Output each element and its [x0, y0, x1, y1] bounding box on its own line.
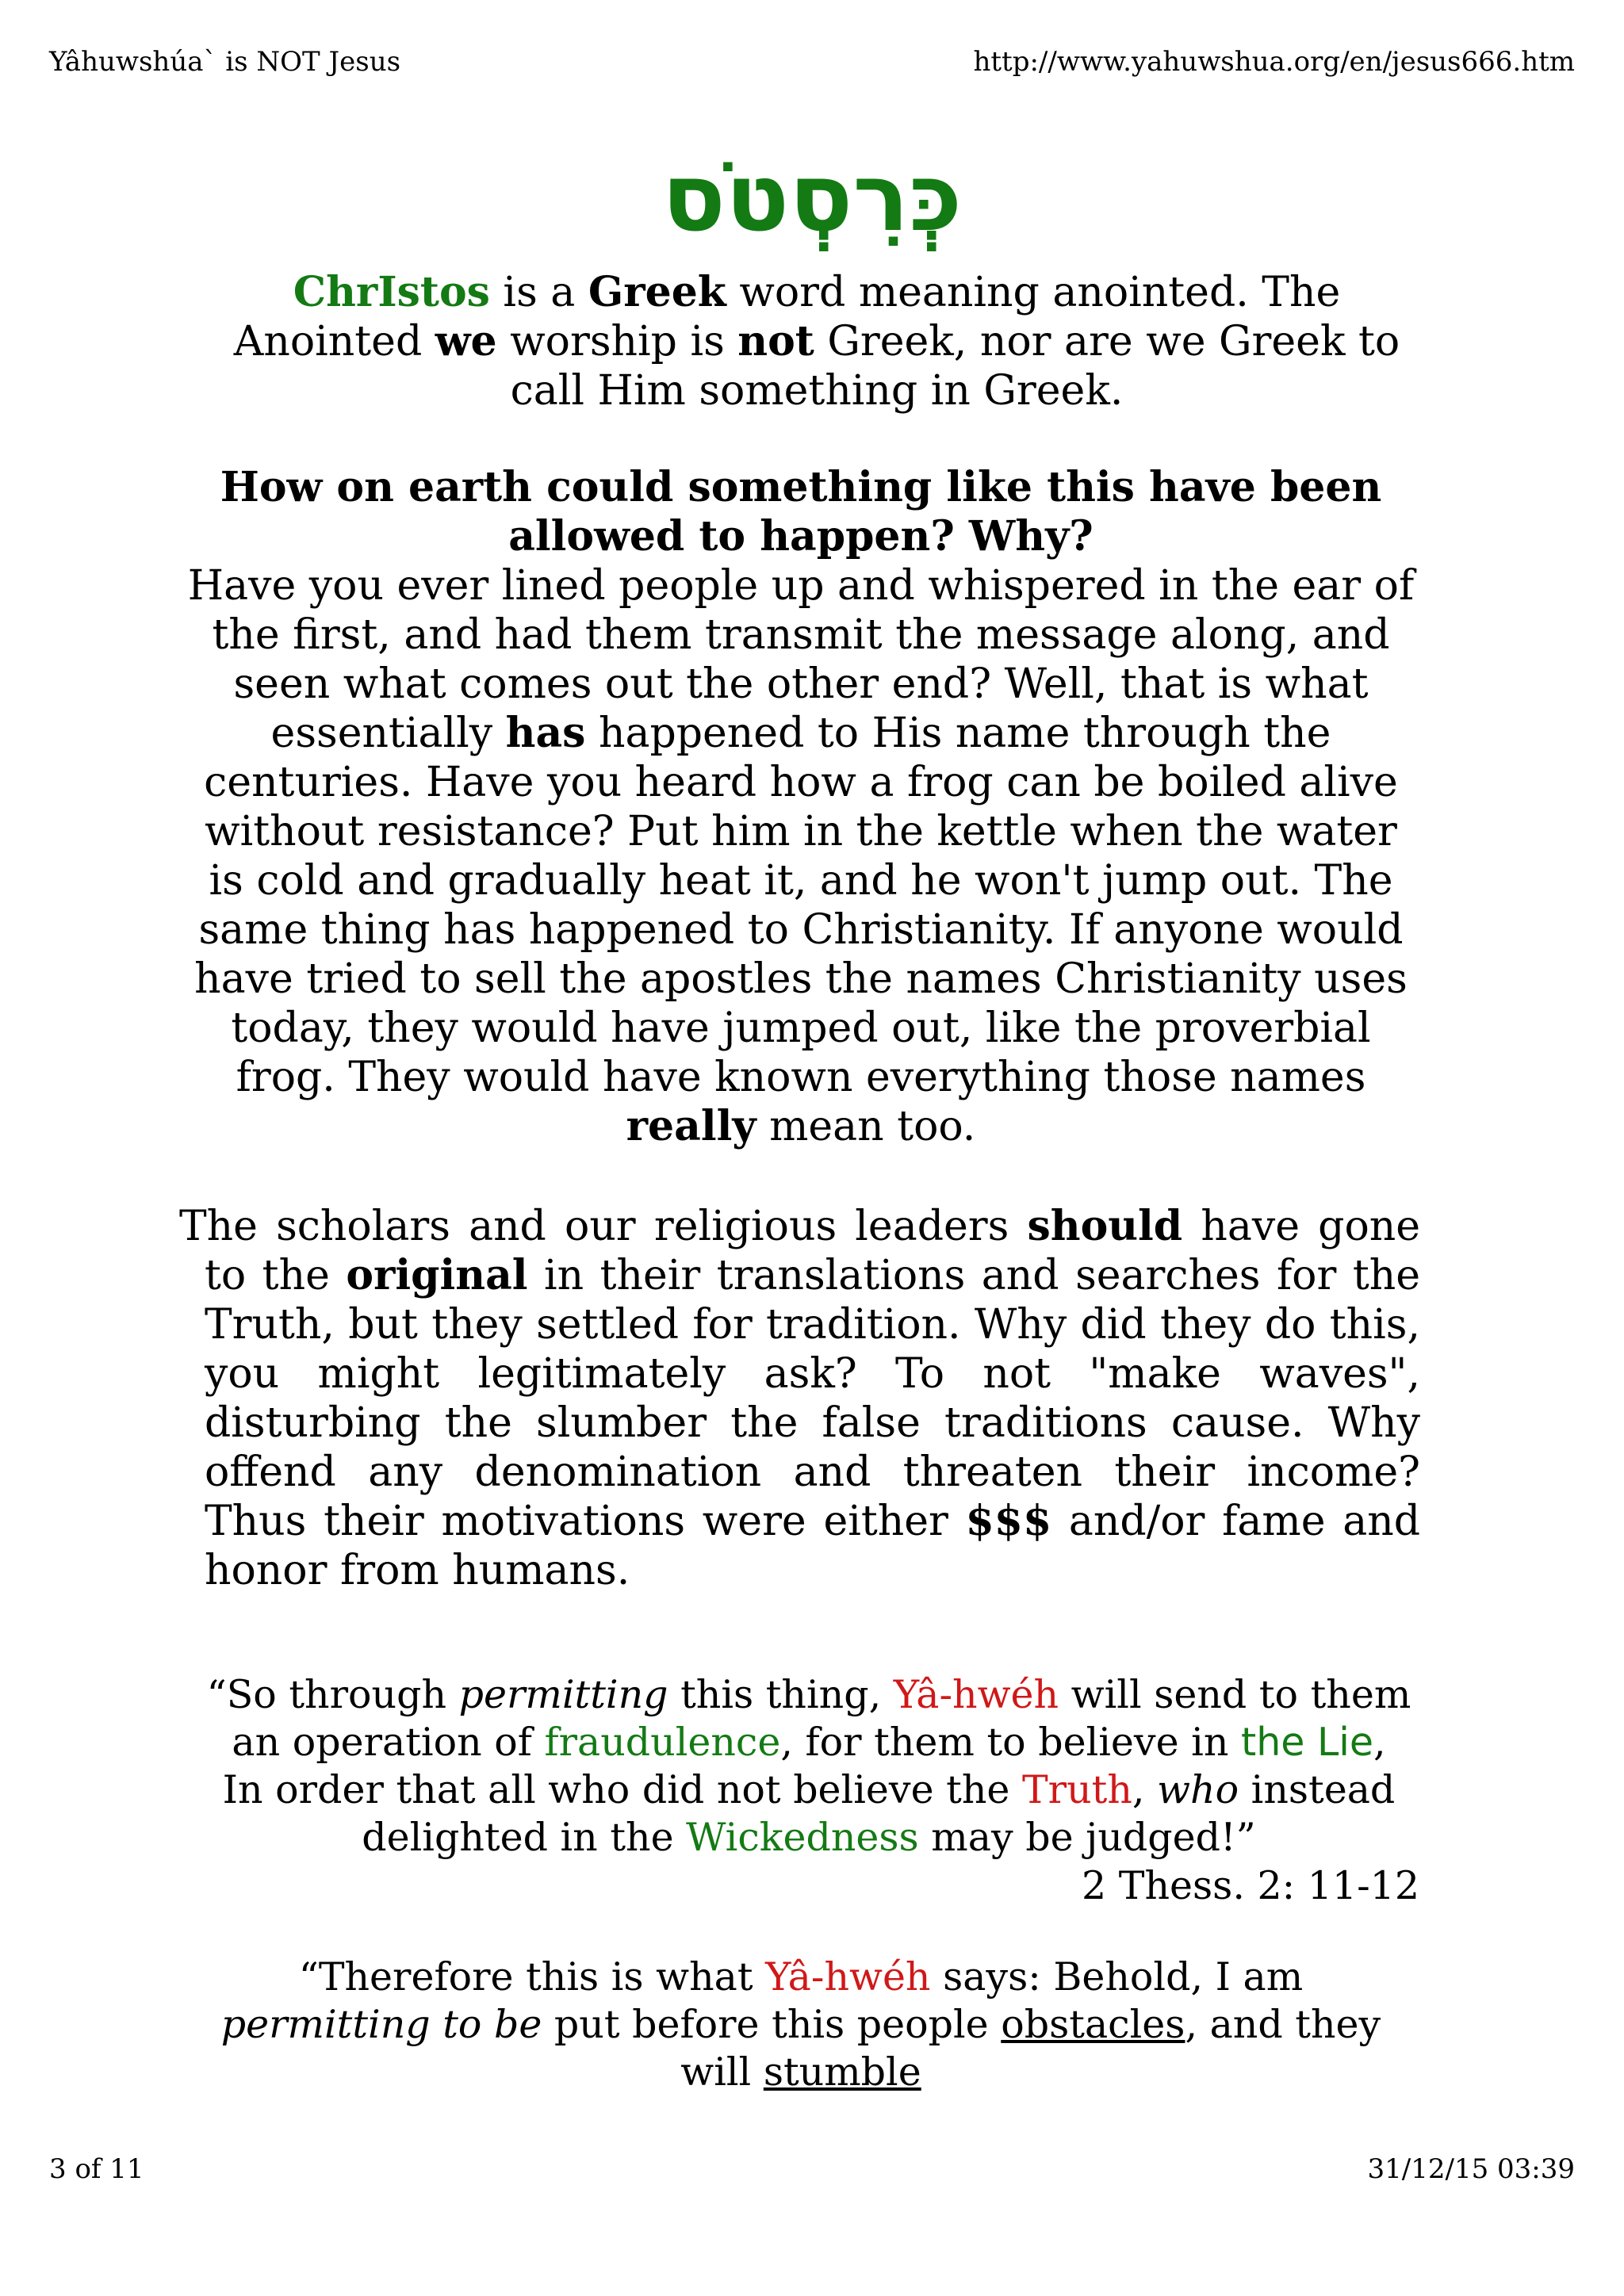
- intro-paragraph: ChrIstos is a Greek word meaning anointed. The Anointed we worship is not Greek, nor are we Greek to call Him something in Greek.: [233, 268, 1400, 415]
- page-number: 3 of 11: [49, 2153, 144, 2185]
- scripture-quote-2: “Therefore this is what Yâ-hwéh says: Behold, I am permitting to be put before this people obstacles, and they will stumble: [220, 1954, 1381, 2095]
- christos-word: ChrIstos: [293, 268, 490, 316]
- body-paragraph-1: Have you ever lined people up and whispered in the ear of the first, and had them transmit the message along, and seen what comes out the other end? Well, that is what essentially has happened to His name through the centuries. Have you heard how a frog can be boiled alive without resistance? Put him in the kettle when the water is cold and gradually heat it, and he won't jump out. The same thing has happened to Christianity. If anyone would have tried to sell the apostles the names Christianity uses today, they would have jumped out, like the proverbial frog. They would have known everything those names really mean too.: [187, 562, 1415, 1150]
- scripture-reference-1: 2 Thess. 2: 11-12: [1082, 1863, 1419, 1908]
- page-header-title: Yâhuwshúa` is NOT Jesus: [49, 46, 401, 78]
- question-heading: How on earth could something like this have been allowed to happen? Why?: [220, 463, 1382, 561]
- body-paragraph-2: The scholars and our religious leaders should have gone to the original in their translations and searches for the Truth, but they settled for tradition. Why did they do this, you might legitimately ask? To not "make waves", disturbing the slumber the false traditions cause. Why offend any denomination and threaten their income? Thus their motivations were either $$$ and/or fame and honor from humans.: [179, 1202, 1421, 1594]
- page-header-url[interactable]: http://www.yahuwshua.org/en/jesus666.htm: [973, 46, 1575, 78]
- print-timestamp: 31/12/15 03:39: [1367, 2153, 1575, 2185]
- divine-name: Yâ-hwéh: [893, 1672, 1059, 1717]
- hebrew-heading: כְּרִסְטֹס: [661, 143, 963, 252]
- scripture-quote-1: “So through permitting this thing, Yâ-hwéh will send to them an operation of fraudulence, for them to believe in the Lie, In order that all who did not believe the Truth, who instead delighted in the Wickedness may be judged!”: [206, 1672, 1411, 1860]
- divine-name: Yâ-hwéh: [765, 1954, 931, 1999]
